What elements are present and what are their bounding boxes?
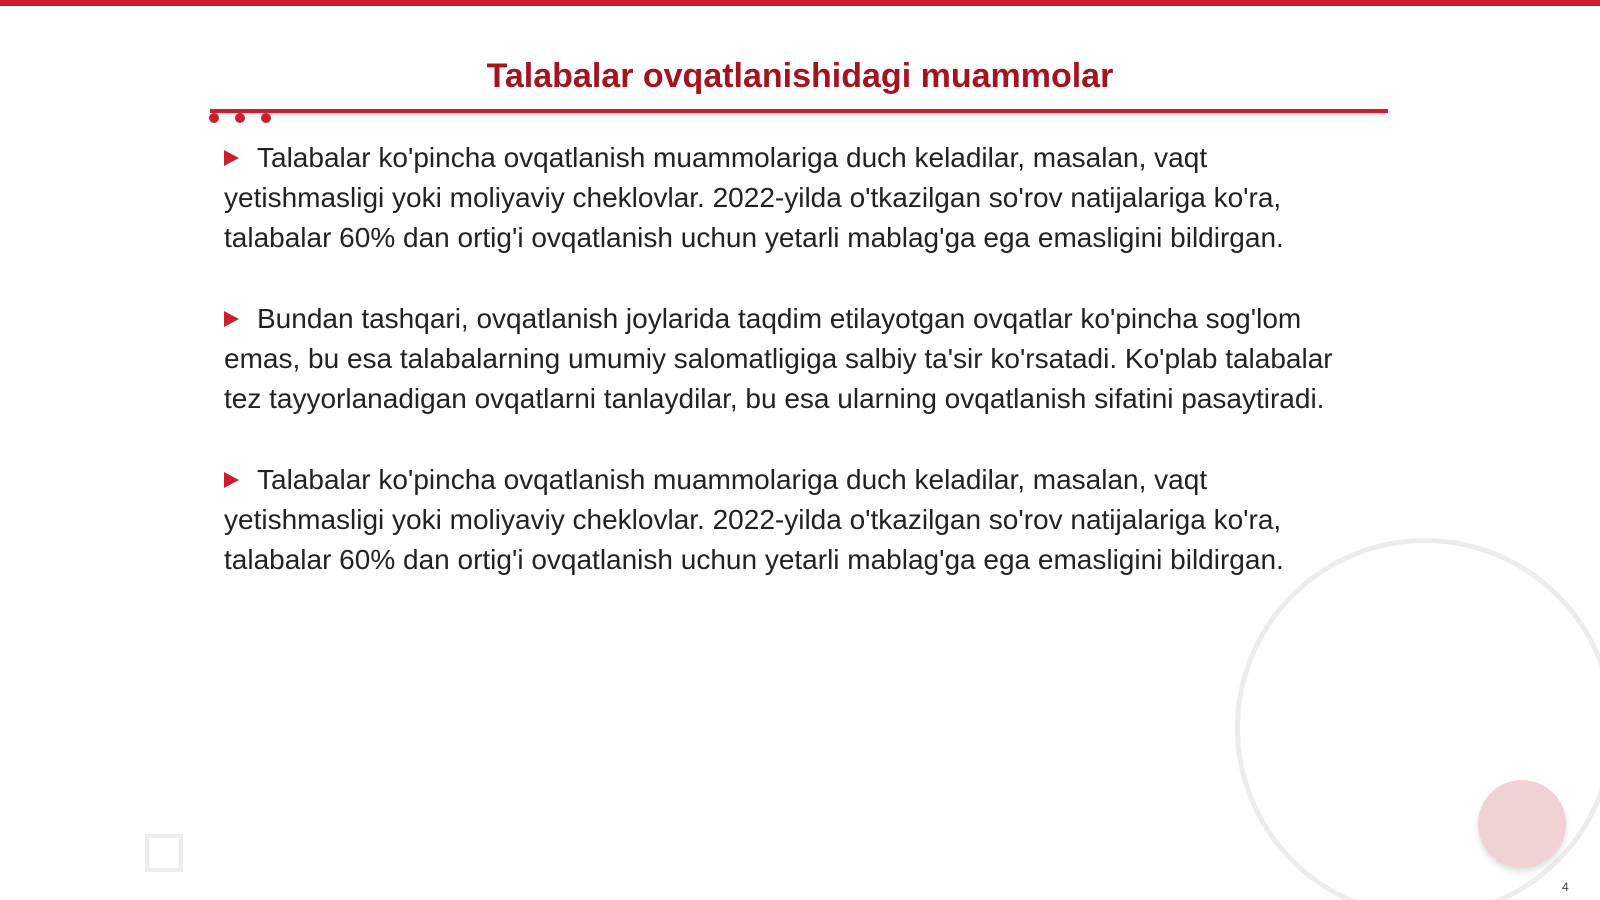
top-accent-bar (0, 0, 1600, 6)
bullet-item-2 (224, 299, 1344, 419)
triangle-right-icon (224, 150, 239, 166)
title-underline (210, 109, 1388, 113)
bullet-text: Talabalar ko'pincha ovqatlanish muammolariga duch keladilar, masalan, vaqt yetishmasligi yoki moliyaviy cheklovlar. 2022-yilda o'tkazilgan so'rov natijalariga ko'ra, talabalar 60% dan ortig'i ovqatlanish uchun yetarli mablag'ga ega emasligini bildirgan. (224, 464, 1284, 575)
decorative-disc (1478, 780, 1566, 868)
bullet-text: Talabalar ko'pincha ovqatlanish muammolariga duch keladilar, masalan, vaqt yetishmasligi yoki moliyaviy cheklovlar. 2022-yilda o'tkazilgan so'rov natijalariga ko'ra, talabalar 60% dan ortig'i ovqatlanish uchun yetarli mablag'ga ega emasligini bildirgan. (224, 142, 1284, 253)
bullet-list (224, 138, 1344, 621)
bullet-text: Bundan tashqari, ovqatlanish joylarida taqdim etilayotgan ovqatlar ko'pincha sog'lom emas, bu esa talabalarning umumiy salomatligiga salbiy ta'sir ko'rsatadi. Ko'plab talabalar tez tayyorlanadigan ovqatlarni tanlaydilar, bu esa ularning ovqatlanish sifatini pasaytiradi. (224, 303, 1333, 414)
decorative-dot-2 (235, 113, 245, 123)
triangle-right-icon (224, 472, 239, 488)
triangle-right-icon (224, 311, 239, 327)
decorative-square (145, 834, 183, 872)
decorative-dot-3 (261, 113, 271, 123)
slide-number: 4 (1562, 880, 1569, 894)
decorative-dot-1 (209, 113, 219, 123)
slide-title: Talabalar ovqatlanishidagi muammolar (486, 57, 1114, 95)
bullet-item-3 (224, 460, 1344, 580)
bullet-item-1 (224, 138, 1344, 258)
